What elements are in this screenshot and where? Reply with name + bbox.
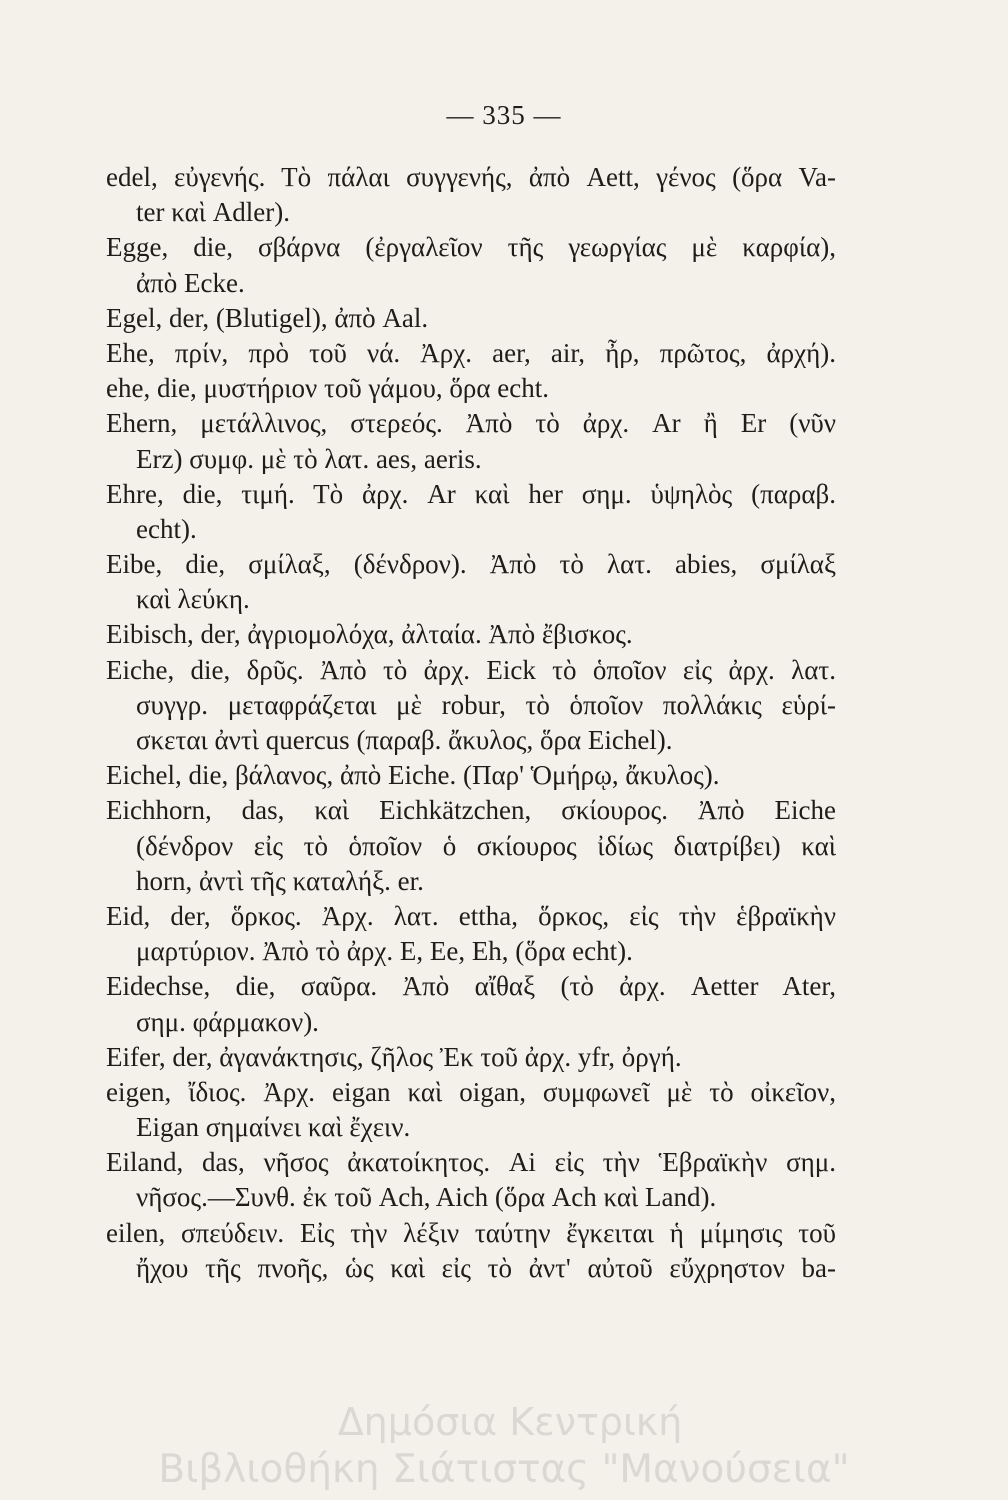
text-line: ἀπὸ Ecke.: [136, 267, 245, 298]
text-line: Eigan σημαίνει καὶ ἔχειν.: [136, 1112, 411, 1143]
text-line: Eid, der, ὅρκος. Ἀρχ. λατ. ettha, ὅρκος, εἰς τὴν ἑβραϊκὴν: [106, 900, 836, 931]
text-line: edel, εὐγενής. Τὸ πάλαι συγγενής, ἀπὸ Aett, γένος (ὅρα Va-: [106, 162, 836, 192]
text-line: Egel, der, (Blutigel), ἀπὸ Aal.: [106, 302, 429, 333]
text-line: Eibisch, der, ἀγριομολόχα, ἀλταία. Ἀπὸ ἔβισκος.: [106, 619, 633, 650]
text-line: ἤχου τῆς πνοῆς, ὡς καὶ εἰς τὸ ἀντ' αὐτοῦ εὔχρηστον ba-: [136, 1252, 836, 1283]
text-line: Eifer, der, ἀγανάκτησις, ζῆλος Ἐκ τοῦ ἀρχ. yfr, ὀργή.: [106, 1041, 682, 1072]
text-line: συγγρ. μεταφράζεται μὲ robur, τὸ ὁποῖον πολλάκις εὑρί-: [136, 689, 836, 720]
library-watermark-line1: Δημόσια Κεντρική: [337, 1400, 683, 1444]
text-line: νῆσος.—Συνθ. ἐκ τοῦ Ach, Aich (ὅρα Ach καὶ Land).: [136, 1182, 717, 1213]
page-number: — 335 —: [446, 100, 562, 130]
text-line: Ehe, πρίν, πρὸ τοῦ νά. Ἀρχ. aer, air, ἦρ, πρῶτος, ἀρχή).: [106, 337, 836, 368]
text-line: Eiland, das, νῆσος ἀκατοίκητος. Ai εἰς τὴν Ἑβραϊκὴν σημ.: [106, 1147, 836, 1178]
text-line: echt).: [136, 513, 197, 544]
text-line: μαρτύριον. Ἀπὸ τὸ ἀρχ. E, Ee, Eh, (ὅρα echt).: [136, 936, 633, 967]
text-line: Erz) συμφ. μὲ τὸ λατ. aes, aeris.: [136, 443, 482, 474]
text-line: eigen, ἴδιος. Ἀρχ. eigan καὶ oigan, συμφωνεῖ μὲ τὸ οἰκεῖον,: [106, 1076, 836, 1107]
text-line: ter καὶ Adler).: [136, 197, 290, 228]
text-line: Eibe, die, σμίλαξ, (δένδρον). Ἀπὸ τὸ λατ. abies, σμίλαξ: [106, 549, 836, 580]
text-line: σκεται ἀντὶ quercus (παραβ. ἄκυλος, ὅρα Eichel).: [136, 725, 673, 755]
text-line: horn, ἀντὶ τῆς καταλήξ. er.: [136, 865, 424, 896]
text-line: Eiche, die, δρῦς. Ἀπὸ τὸ ἀρχ. Eick τὸ ὁποῖον εἰς ἀρχ. λατ.: [106, 654, 836, 685]
text-line: (δένδρον εἰς τὸ ὁποῖον ὁ σκίουρος ἰδίως διατρίβει) καὶ: [136, 830, 836, 861]
text-line: Ehre, die, τιμή. Τὸ ἀρχ. Ar καὶ her σημ. ὑψηλὸς (παραβ.: [106, 478, 836, 509]
text-line: Eidechse, die, σαῦρα. Ἀπὸ αἴθαξ (τὸ ἀρχ. Aetter Ater,: [106, 971, 836, 1002]
text-line: σημ. φάρμακον).: [136, 1006, 319, 1037]
text-line: Ehern, μετάλλινος, στερεός. Ἀπὸ τὸ ἀρχ. Ar ἢ Er (νῦν: [106, 408, 836, 439]
text-line: καὶ λεύκη.: [136, 584, 250, 615]
text-line: ehe, die, μυστήριον τοῦ γάμου, ὅρα echt.: [106, 373, 549, 404]
text-line: eilen, σπεύδειν. Εἰς τὴν λέξιν ταύτην ἔγκειται ἡ μίμησις τοῦ: [106, 1217, 836, 1248]
text-line: Egge, die, σβάρνα (ἐργαλεῖον τῆς γεωργίας μὲ καρφία),: [106, 232, 836, 263]
library-watermark-line2: Βιβλιοθήκη Σιάτιστας "Μανούσεια": [158, 1447, 850, 1492]
text-line: Eichhorn, das, καὶ Eichkätzchen, σκίουρος. Ἀπὸ Eiche: [106, 795, 836, 826]
text-line: Eichel, die, βάλανος, ἀπὸ Eiche. (Παρ' Ὁμήρῳ, ἄκυλος).: [106, 760, 720, 791]
dictionary-text-block: [106, 160, 836, 1286]
